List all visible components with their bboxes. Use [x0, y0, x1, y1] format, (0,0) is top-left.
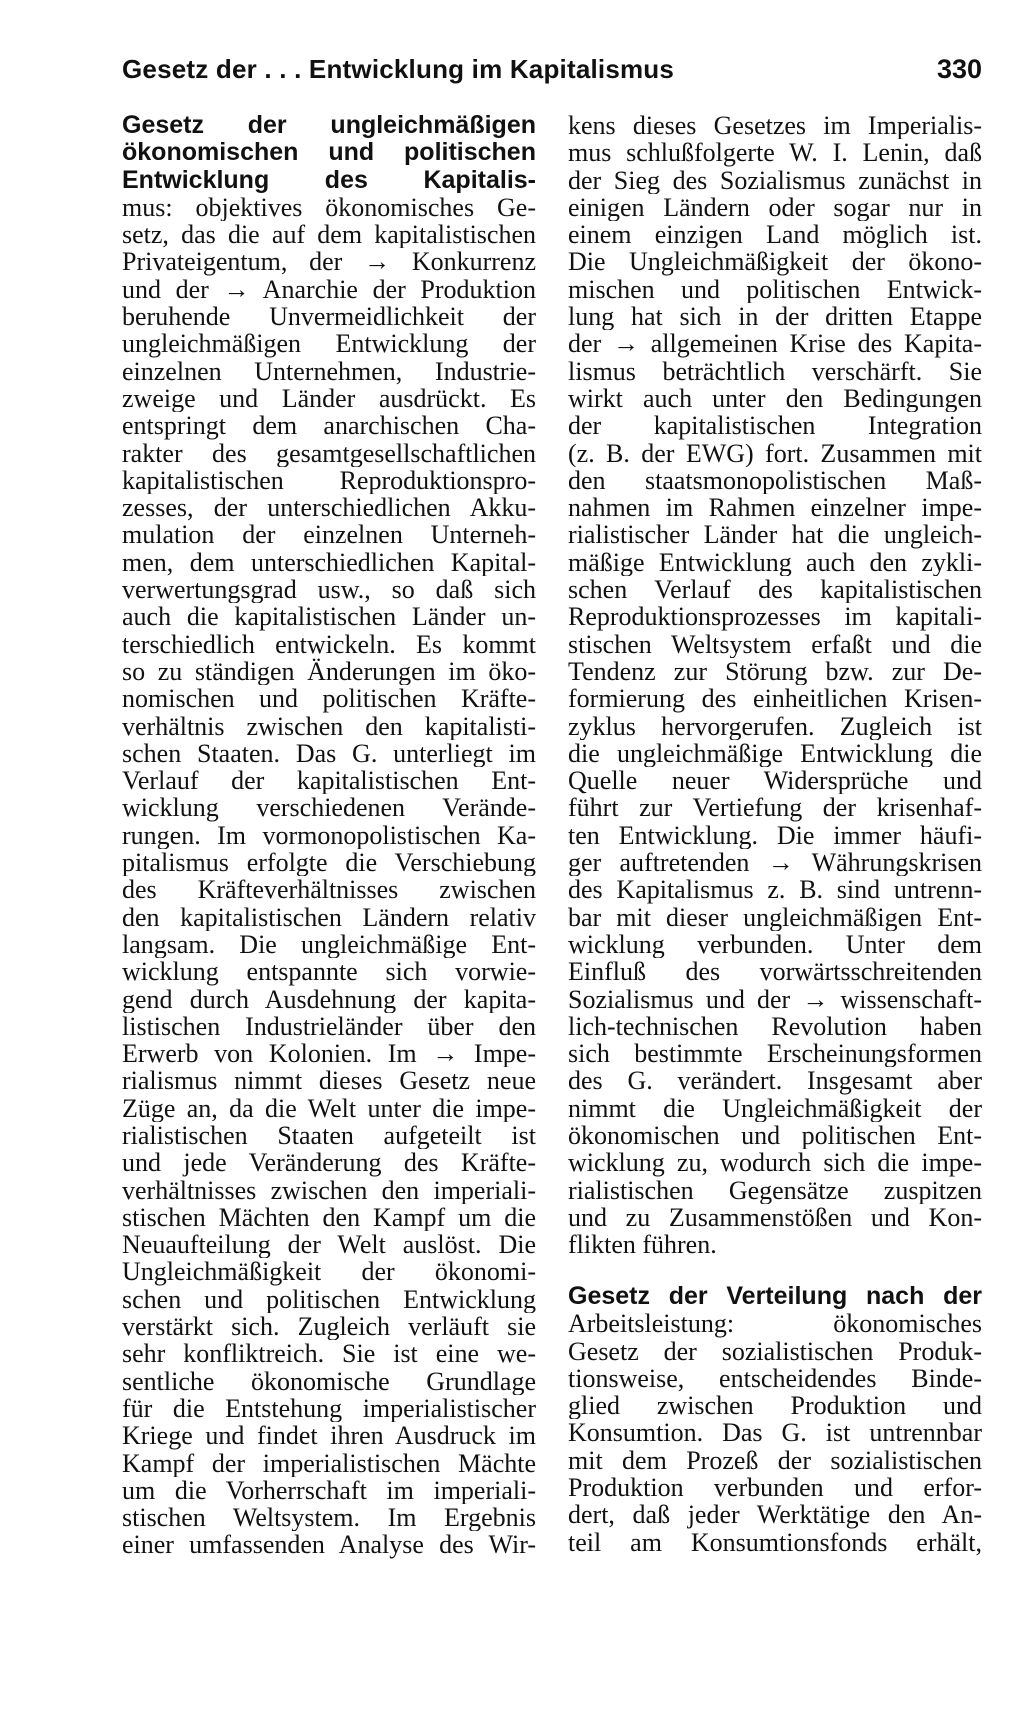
text-line: nimmt die Ungleichmäßigkeit der: [568, 1094, 982, 1122]
text-line: ökonomischen und politischen Ent-: [568, 1121, 982, 1150]
text-line: mus schlußfolgerte W. I. Lenin, daß: [568, 139, 982, 167]
text-line: für die Entstehung imperialistischer: [122, 1394, 536, 1423]
text-line: stischen Weltsystem. Im Ergebnis: [122, 1504, 536, 1532]
text-line: rialistischen Staaten aufgeteilt ist: [122, 1121, 536, 1150]
running-title: Gesetz der . . . Entwicklung im Kapitalismus: [122, 54, 675, 84]
text-line: ungleichmäßigen Entwicklung der: [122, 330, 536, 358]
text-line: tionsweise, entscheidendes Binde-: [568, 1364, 982, 1393]
text-line: Ungleichmäßigkeit der ökonomi-: [122, 1258, 536, 1286]
text-line: Verlauf der kapitalistischen Ent-: [122, 767, 536, 795]
text-line: pitalismus erfolgte die Verschiebung: [122, 849, 536, 877]
text-line: einer umfassenden Analyse des Wir-: [122, 1531, 536, 1559]
text-line: schen Verlauf des kapitalistischen: [568, 576, 982, 604]
text-line: Züge an, da die Welt unter die impe-: [122, 1094, 536, 1122]
text-line: die ungleichmäßige Entwicklung die: [568, 739, 982, 768]
text-line: listischen Industrieländer über den: [122, 1012, 536, 1041]
text-line: gend durch Ausdehnung der kapita-: [122, 985, 536, 1013]
text-line: wicklung verschiedenen Verände-: [122, 794, 536, 822]
text-line: wicklung entspannte sich vorwie-: [122, 958, 536, 986]
text-line: zyklus hervorgerufen. Zugleich ist: [568, 712, 982, 740]
text-line: Quelle neuer Widersprüche und: [568, 767, 982, 795]
text-line: mus: objektives ökonomisches Ge-: [122, 193, 536, 222]
page-number: 330: [936, 54, 982, 84]
text-line: Produktion verbunden und erfor-: [568, 1474, 982, 1502]
text-line: beruhende Unvermeidlichkeit der: [122, 303, 536, 331]
text-line: einigen Ländern oder sogar nur in: [568, 193, 982, 222]
text-line: mischen und politischen Entwick-: [568, 275, 982, 304]
text-line: rialistischer Länder hat die ungleich-: [568, 521, 982, 549]
text-line: verhältnis zwischen den kapitalisti-: [122, 712, 536, 740]
text-line: führt zur Vertiefung der krisenhaf-: [568, 794, 982, 822]
text-line: flikten führen.: [568, 1231, 717, 1259]
text-line: kapitalistischen Reproduktionspro-: [122, 466, 536, 495]
text-line: und jede Veränderung des Kräfte-: [122, 1149, 536, 1177]
text-line: wicklung zu, wodurch sich die impe-: [568, 1149, 982, 1177]
text-line: rialismus nimmt dieses Gesetz neue: [122, 1067, 536, 1095]
text-line: und der → Anarchie der Produktion: [122, 275, 536, 304]
text-line: langsam. Die ungleichmäßige Ent-: [122, 930, 536, 959]
text-line: wirkt auch unter den Bedingungen: [568, 384, 982, 413]
text-line: Die Ungleichmäßigkeit der ökono-: [568, 248, 982, 276]
text-line: um die Vorherrschaft im imperiali-: [122, 1476, 536, 1505]
entry-heading-line: Gesetz der Verteilung nach der: [568, 1283, 982, 1310]
text-line: Kampf der imperialistischen Mächte: [122, 1449, 536, 1477]
entry-heading-line: ökonomischen und politischen: [122, 139, 536, 167]
text-line: kens dieses Gesetzes im Imperialis-: [568, 112, 982, 140]
text-line: den kapitalistischen Ländern relativ: [122, 903, 536, 931]
text-line: schen Staaten. Das G. unterliegt im: [122, 739, 536, 768]
text-line: stischen Mächten den Kampf um die: [122, 1203, 536, 1232]
text-line: rialistischen Gegensätze zuspitzen: [568, 1176, 982, 1204]
text-line: mulation der einzelnen Unterneh-: [122, 521, 536, 549]
text-line: der Sieg des Sozialismus zunächst in: [568, 166, 982, 194]
entry-heading-line: Entwicklung des Kapitalis-: [122, 166, 536, 194]
text-line: Privateigentum, der → Konkurrenz: [122, 248, 536, 276]
right-column: [568, 112, 982, 1258]
text-line: terschiedlich entwickeln. Es kommt: [122, 630, 536, 658]
text-line: des G. verändert. Insgesamt aber: [568, 1067, 982, 1095]
text-line: einzelnen Unternehmen, Industrie-: [122, 357, 536, 385]
text-line: Neuaufteilung der Welt auslöst. Die: [122, 1231, 536, 1259]
text-line: verstärkt sich. Zugleich verläuft sie: [122, 1313, 536, 1341]
text-line: setz, das die auf dem kapitalistischen: [122, 221, 536, 249]
text-line: Tendenz zur Störung bzw. zur De-: [568, 657, 982, 686]
running-head: [122, 54, 982, 94]
text-line: lung hat sich in der dritten Etappe: [568, 303, 982, 331]
text-line: mäßige Entwicklung auch den zykli-: [568, 548, 982, 577]
text-line: Arbeitsleistung: ökonomisches: [568, 1310, 982, 1338]
text-line: Kriege und findet ihren Ausdruck im: [122, 1422, 536, 1450]
text-line: und zu Zusammenstößen und Kon-: [568, 1203, 982, 1232]
text-line: schen und politischen Entwicklung: [122, 1285, 536, 1314]
text-line: wicklung verbunden. Unter dem: [568, 930, 982, 959]
text-line: den staatsmonopolistischen Maß-: [568, 466, 982, 495]
text-line: verwertungsgrad usw., so daß sich: [122, 576, 536, 604]
second-entry: [568, 1283, 982, 1556]
text-line: teil am Konsumtionsfonds erhält,: [568, 1528, 982, 1556]
left-column: [122, 112, 536, 1559]
text-line: glied zwischen Produktion und: [568, 1392, 982, 1420]
text-line: stischen Weltsystem erfaßt und die: [568, 630, 982, 658]
text-line: (z. B. der EWG) fort. Zusammen mit: [568, 439, 982, 467]
text-line: sich bestimmte Erscheinungsformen: [568, 1040, 982, 1068]
text-line: zweige und Länder ausdrückt. Es: [122, 384, 536, 413]
text-line: Reproduktionsprozesses im kapitali-: [568, 603, 982, 631]
text-line: entspringt dem anarchischen Cha-: [122, 412, 536, 440]
text-line: einem einzigen Land möglich ist.: [568, 221, 982, 249]
text-line: rakter des gesamtgesellschaftlichen: [122, 439, 536, 467]
text-line: Sozialismus und der → wissenschaft-: [568, 985, 982, 1013]
text-line: Erwerb von Kolonien. Im → Impe-: [122, 1040, 536, 1068]
text-line: nomischen und politischen Kräfte-: [122, 685, 536, 713]
text-line: men, dem unterschiedlichen Kapital-: [122, 548, 536, 577]
text-line: lich-technischen Revolution haben: [568, 1012, 982, 1041]
text-line: so zu ständigen Änderungen im öko-: [122, 657, 536, 686]
text-line: lismus beträchtlich verschärft. Sie: [568, 357, 982, 385]
text-line: sentliche ökonomische Grundlage: [122, 1367, 536, 1395]
text-line: nahmen im Rahmen einzelner impe-: [568, 494, 982, 522]
text-line: der → allgemeinen Krise des Kapita-: [568, 330, 982, 358]
text-line: verhältnisses zwischen den imperiali-: [122, 1176, 536, 1204]
text-line: bar mit dieser ungleichmäßigen Ent-: [568, 903, 982, 931]
text-line: Gesetz der sozialistischen Produk-: [568, 1337, 982, 1365]
text-line: des Kräfteverhältnisses zwischen: [122, 876, 536, 904]
text-line: der kapitalistischen Integration: [568, 412, 982, 440]
text-line: auch die kapitalistischen Länder un-: [122, 603, 536, 631]
text-line: ten Entwicklung. Die immer häufi-: [568, 821, 982, 850]
text-line: ger auftretenden → Währungskrisen: [568, 849, 982, 877]
text-line: sehr konfliktreich. Sie ist eine we-: [122, 1340, 536, 1368]
text-line: zesses, der unterschiedlichen Akku-: [122, 494, 536, 522]
text-line: dert, daß jeder Werktätige den An-: [568, 1501, 982, 1529]
text-line: Konsumtion. Das G. ist untrennbar: [568, 1419, 982, 1447]
text-line: rungen. Im vormonopolistischen Ka-: [122, 821, 536, 850]
text-line: formierung des einheitlichen Krisen-: [568, 685, 982, 713]
text-line: des Kapitalismus z. B. sind untrenn-: [568, 876, 982, 904]
text-line: mit dem Prozeß der sozialistischen: [568, 1446, 982, 1475]
text-line: Einfluß des vorwärtsschreitenden: [568, 958, 982, 986]
entry-heading-line: Gesetz der ungleichmäßigen: [122, 112, 536, 139]
